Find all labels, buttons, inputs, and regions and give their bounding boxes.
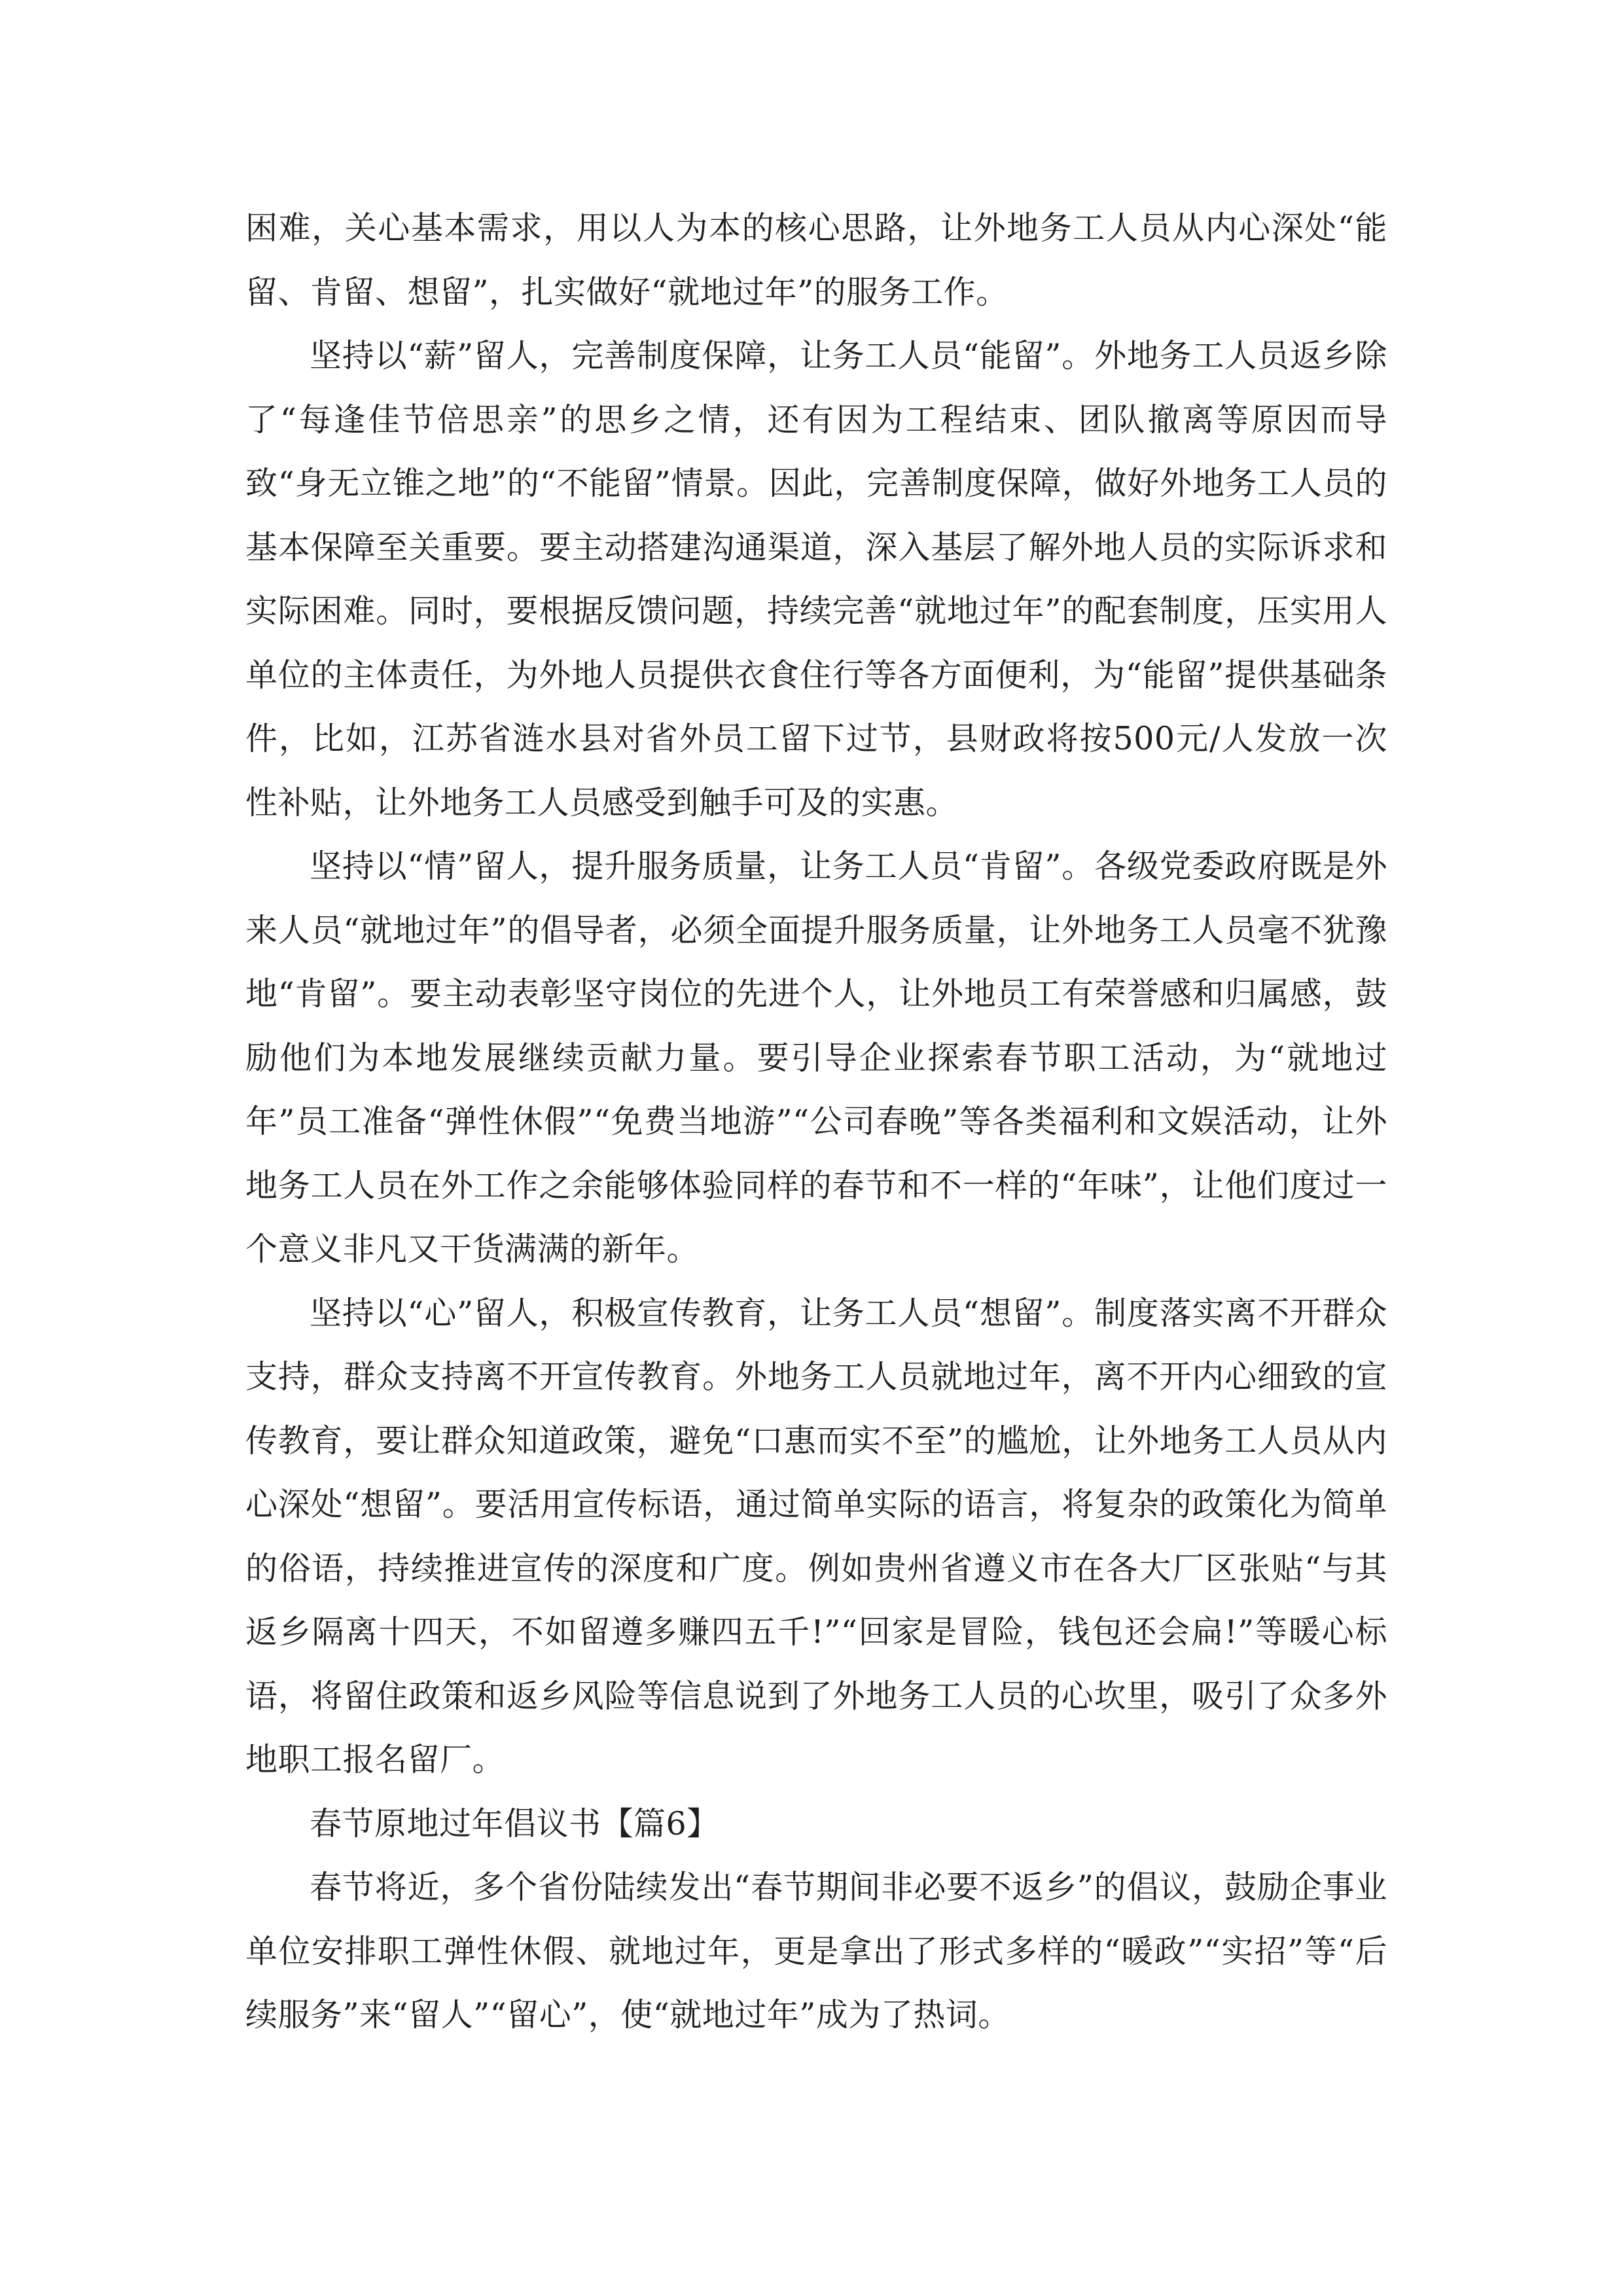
paragraph-continuation: 困难，关心基本需求，用以人为本的核心思路，让外地务工人员从内心深处“能留、肯留、想留”，扎实做好“就地过年”的服务工作。 [245, 209, 1387, 311]
paragraph-heart: 坚持以“心”留人，积极宣传教育，让务工人员“想留”。制度落实离不开群众支持，群众支持离不开宣传教育。外地务工人员就地过年，离不开内心细致的宣传教育，要让群众知道政策，避免“口惠而实不至”的尴尬，让外地务工人员从内心深处“想留”。要活用宣传标语，通过简单实际的语言，将复杂的政策化为简单的俗语，持续推进宣传的深度和广度。例如贵州省遵义市在各大厂区张贴“与其返乡隔离十四天，不如留遵多赚四五千!”“回家是冒险，钱包还会扁!”等暖心标语，将留住政策和返乡风险等信息说到了外地务工人员的心坎里，吸引了众多外地职工报名留厂。 [245, 1294, 1387, 1778]
section-heading: 春节原地过年倡议书【篇6】 [310, 1804, 719, 1842]
paragraph-emotion: 坚持以“情”留人，提升服务质量，让务工人员“肯留”。各级党委政府既是外来人员“就地过年”的倡导者，必须全面提升服务质量，让外地务工人员毫不犹豫地“肯留”。要主动表彰坚守岗位的先进个人，让外地员工有荣誉感和归属感，鼓励他们为本地发展继续贡献力量。要引导企业探索春节职工活动，为“就地过年”员工准备“弹性休假”“免费当地游”“公司春晚”等各类福利和文娱活动，让外地务工人员在外工作之余能够体验同样的春节和不一样的“年味”，让他们度过一个意义非凡又干货满满的新年。 [245, 848, 1387, 1268]
document-body [245, 196, 1387, 2047]
paragraph-intro: 春节将近，多个省份陆续发出“春节期间非必要不返乡”的倡议，鼓励企事业单位安排职工弹性休假、就地过年，更是拿出了形式多样的“暖政”“实招”等“后续服务”来“留人”“留心”，使“就地过年”成为了热词。 [245, 1869, 1387, 2034]
paragraph-salary: 坚持以“薪”留人，完善制度保障，让务工人员“能留”。外地务工人员返乡除了“每逢佳节倍思亲”的思乡之情，还有因为工程结束、团队撤离等原因而导致“身无立锥之地”的“不能留”情景。因此，完善制度保障，做好外地务工人员的基本保障至关重要。要主动搭建沟通渠道，深入基层了解外地人员的实际诉求和实际困难。同时，要根据反馈问题，持续完善“就地过年”的配套制度，压实用人单位的主体责任，为外地人员提供衣食住行等各方面便利，为“能留”提供基础条件，比如，江苏省涟水县对省外员工留下过节，县财政将按500元/人发放一次性补贴，让外地务工人员感受到触手可及的实惠。 [245, 337, 1387, 821]
